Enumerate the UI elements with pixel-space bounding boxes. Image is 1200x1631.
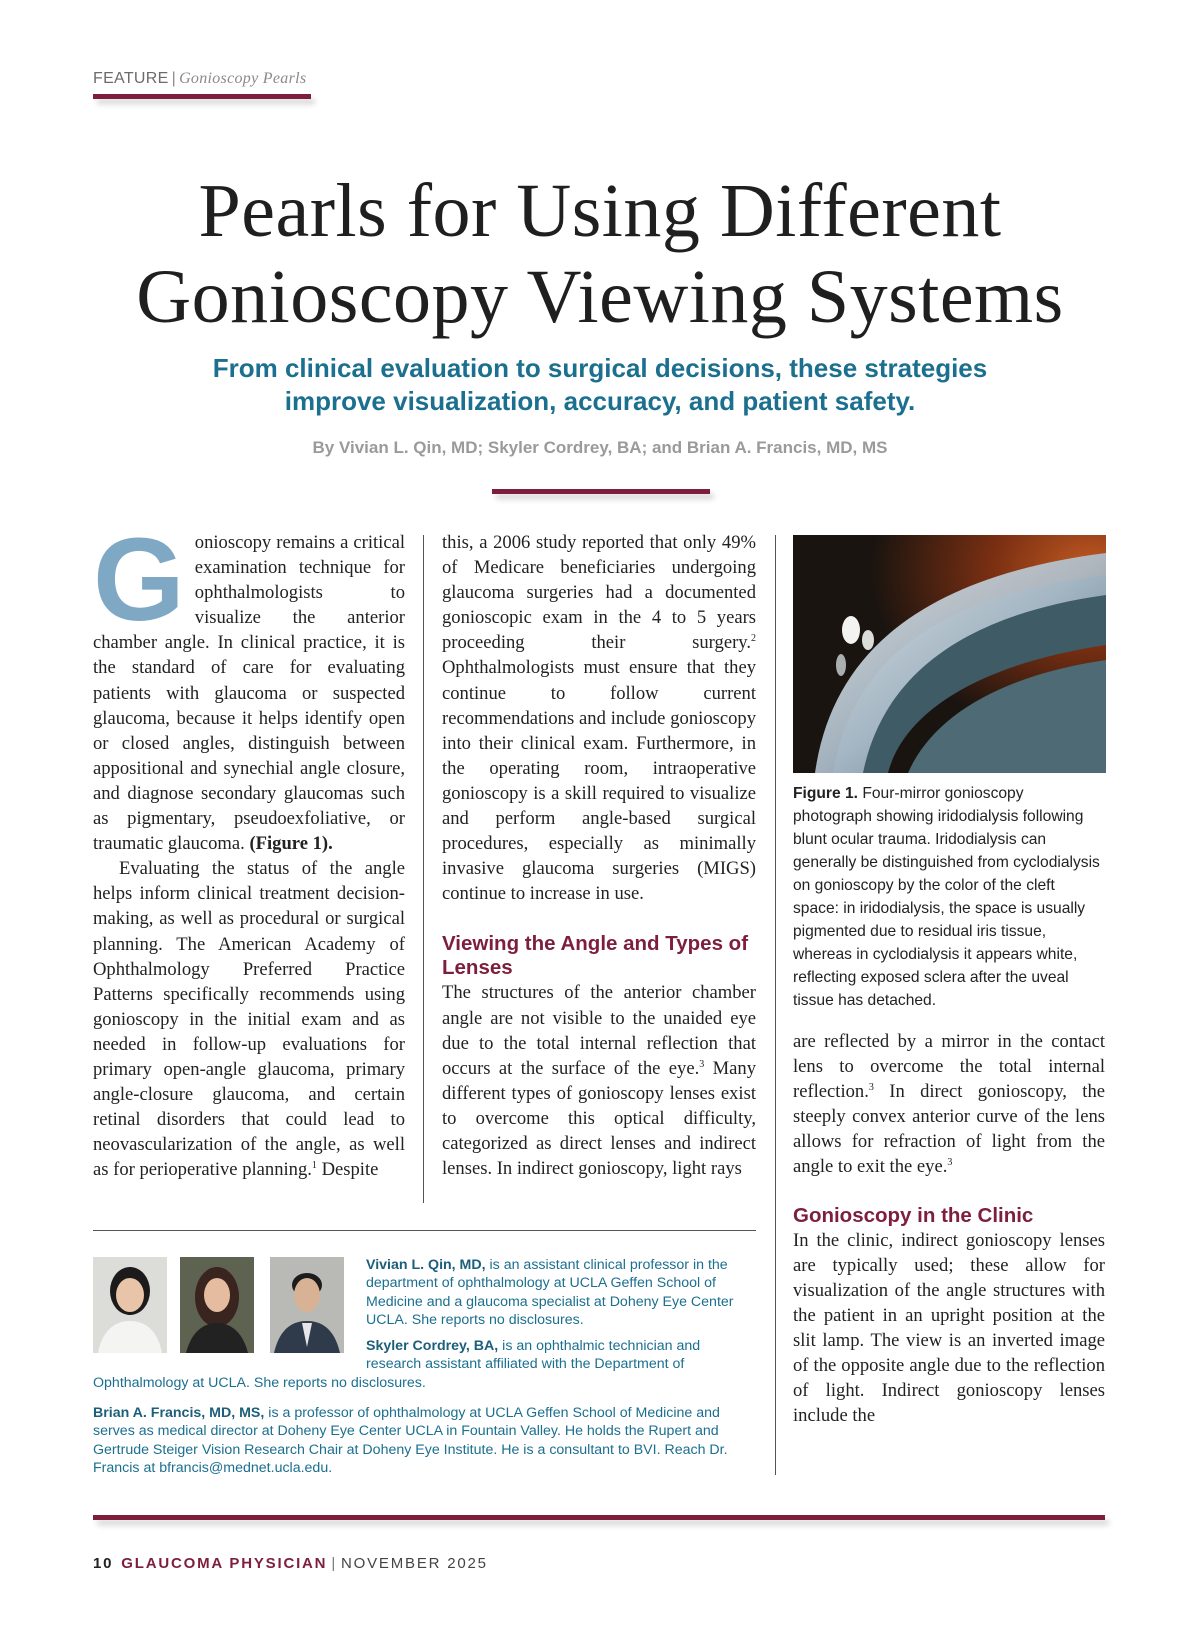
author-photo-francis (270, 1257, 344, 1353)
paragraph-medicare-part: Despite (321, 1159, 379, 1181)
footer-separator: | (331, 1555, 338, 1572)
bio-cordrey (366, 1337, 758, 1374)
column-divider-1 (423, 535, 424, 1203)
citation-2: 2 (751, 633, 756, 645)
paragraph-medicare: this, a 2006 study reported that only 49% of Medicare beneficiaries undergoing glaucoma surgeries had a documented gonioscopic exam in the 4 to 5 years proceeding their surgery. (442, 532, 756, 654)
deck-line-1: From clinical evaluation to surgical decisions, these strategies (212, 353, 988, 383)
paragraph-recommendations: Ophthalmologists must ensure that they continue to follow current recommendations and include gonioscopy into their clinical exam. Furthermore, in the operating room, intraoperative gonioscopy is a skill required to visualize and perform angle-based surgical procedures, especially as minimally invasive glaucoma surgeries (MIGS) continue to increase in use. (442, 657, 756, 905)
drop-cap: G (93, 514, 185, 646)
figure-1-caption (793, 782, 1105, 1012)
bio-qin-text: is an assistant clinical professor in the department of ophthalmology at UCLA Geffen School of Medicine and a glaucoma specialist at Doheny Eye Center UCLA. She reports no disclosures. (366, 1257, 734, 1328)
bio-divider (93, 1230, 756, 1231)
bio-francis-name: Brian A. Francis, MD, MS, (93, 1405, 265, 1421)
bio-qin-name: Vivian L. Qin, MD, (366, 1257, 486, 1273)
page-number: 10 (93, 1555, 114, 1572)
figure-label: Figure 1. (793, 785, 858, 802)
article-title (60, 168, 1140, 340)
paragraph-lenses: The structures of the anterior chamber angle are not visible to the unaided eye due to the total internal reflection that occurs at the surface of the eye. (442, 982, 756, 1079)
section-separator: | (171, 70, 177, 87)
gonioscopy-image (793, 535, 1106, 773)
byline: By Vivian L. Qin, MD; Skyler Cordrey, BA; and Brian A. Francis, MD, MS (312, 438, 888, 457)
bio-francis-text: is a professor of ophthalmology at UCLA Geffen School of Medicine and serves as medical director at Doheny Eye Center UCLA in Fountain Valley. He holds the Rupert and Gertrude Steiger Vision Research Chair at Doheny Eye Institute. He is a consultant to BVI. Reach Dr. Francis at bfrancis@mednet.ucla.edu. (93, 1405, 728, 1476)
issue-date: NOVEMBER 2025 (341, 1555, 488, 1572)
bio-qin (366, 1256, 758, 1329)
citation-3b: 3 (868, 1082, 874, 1093)
citation-3: 3 (699, 1058, 705, 1070)
paragraph-lenses-head (442, 980, 756, 1181)
citation-3c: 3 (947, 1157, 953, 1169)
footer-rule (93, 1515, 1105, 1520)
heading-clinic: Gonioscopy in the Clinic (793, 1203, 1034, 1227)
column-2 (442, 530, 756, 1181)
figure-caption-text: Four-mirror gonioscopy photograph showing iridodialysis following blunt ocular trauma. Iridodialysis can generally be distinguished from cyclodialysis on gonioscopy by the color of the cleft space: in iridodialysis, the space is usually pigmented due to residual iris tissue, whereas in cyclodialysis it appears white, reflecting exposed sclera after the uveal tissue has detached. (793, 785, 1100, 1009)
figure-reference: (Figure 1). (249, 833, 333, 855)
paragraph-lens-types: are reflected by a mirror in the contact lens to overcome the total internal reflection. (793, 1031, 1105, 1103)
column-1 (93, 514, 405, 1182)
paragraph-intro: onioscopy remains a critical examination technique for ophthalmologists to visualize the anterior chamber angle. In clinical practice, it is the standard of care for evaluating patients with glaucoma or suspected glaucoma, because it helps identify open or closed angles, distinguish between appositional and synechial angle closure, and diagnose secondary glaucomas such as pigmentary, pseudoexfoliative, or traumatic glaucoma. (93, 532, 405, 855)
deck-line-2: improve visualization, accuracy, and patient safety. (284, 386, 916, 416)
column-3 (793, 1029, 1105, 1428)
magazine-name: GLAUCOMA PHYSICIAN (121, 1555, 328, 1572)
title-line-1: Pearls for Using Different (198, 169, 1002, 253)
heading-viewing-angle: Viewing the Angle and Types of Lenses (442, 932, 749, 980)
article-deck (60, 352, 1140, 418)
title-rule (492, 489, 710, 494)
column-divider-2 (775, 535, 776, 1475)
paragraph-continued (442, 530, 756, 906)
bio-cordrey-text: is an ophthalmic technician and research assistant affiliated with the Department of (366, 1338, 701, 1373)
paragraph-direct: In direct gonioscopy, the steeply convex anterior curve of the lens allows for refraction of light from the angle to exit the eye. (793, 1081, 1105, 1178)
bio-cordrey-continued: Ophthalmology at UCLA. She reports no disclosures. (93, 1375, 426, 1391)
citation-1: 1 (311, 1160, 317, 1172)
paragraph-angle-status: Evaluating the status of the angle helps inform clinical treatment decision-making, as well as procedural or surgical planning. The American Academy of Ophthalmology Preferred Practice Patterns specifically recommends using gonioscopy in the initial exam and as needed in follow-up evaluations for primary open-angle glaucoma, primary angle-closure glaucoma, and certain retinal disorders that could lead to neovascularization of the angle, as well as for perioperative planning. (93, 858, 405, 1181)
header-rule (93, 94, 311, 99)
subsection-name: Gonioscopy Pearls (179, 70, 307, 87)
figure-1-photo (793, 535, 1106, 773)
title-line-2: Gonioscopy Viewing Systems (136, 255, 1064, 339)
author-photo-qin (93, 1257, 167, 1353)
section-label (93, 70, 306, 88)
bio-cordrey-name: Skyler Cordrey, BA, (366, 1338, 499, 1354)
author-photo-cordrey (180, 1257, 254, 1353)
paragraph-lens-types-part: Many different types of gonioscopy lenses exist to overcome this optical difficulty, categorized as direct lenses and indirect lenses. In indirect gonioscopy, light rays (442, 1057, 756, 1180)
page-footer (93, 1555, 488, 1572)
section-name: FEATURE (93, 70, 169, 87)
paragraph-clinic: In the clinic, indirect gonioscopy lenses are typically used; these allow for visualization of the angle structures with the patient in an upright position at the slit lamp. The view is an inverted image of the opposite angle due to the reflection of light. Indirect gonioscopy lenses include the (793, 1229, 1105, 1427)
bio-francis (93, 1404, 758, 1477)
